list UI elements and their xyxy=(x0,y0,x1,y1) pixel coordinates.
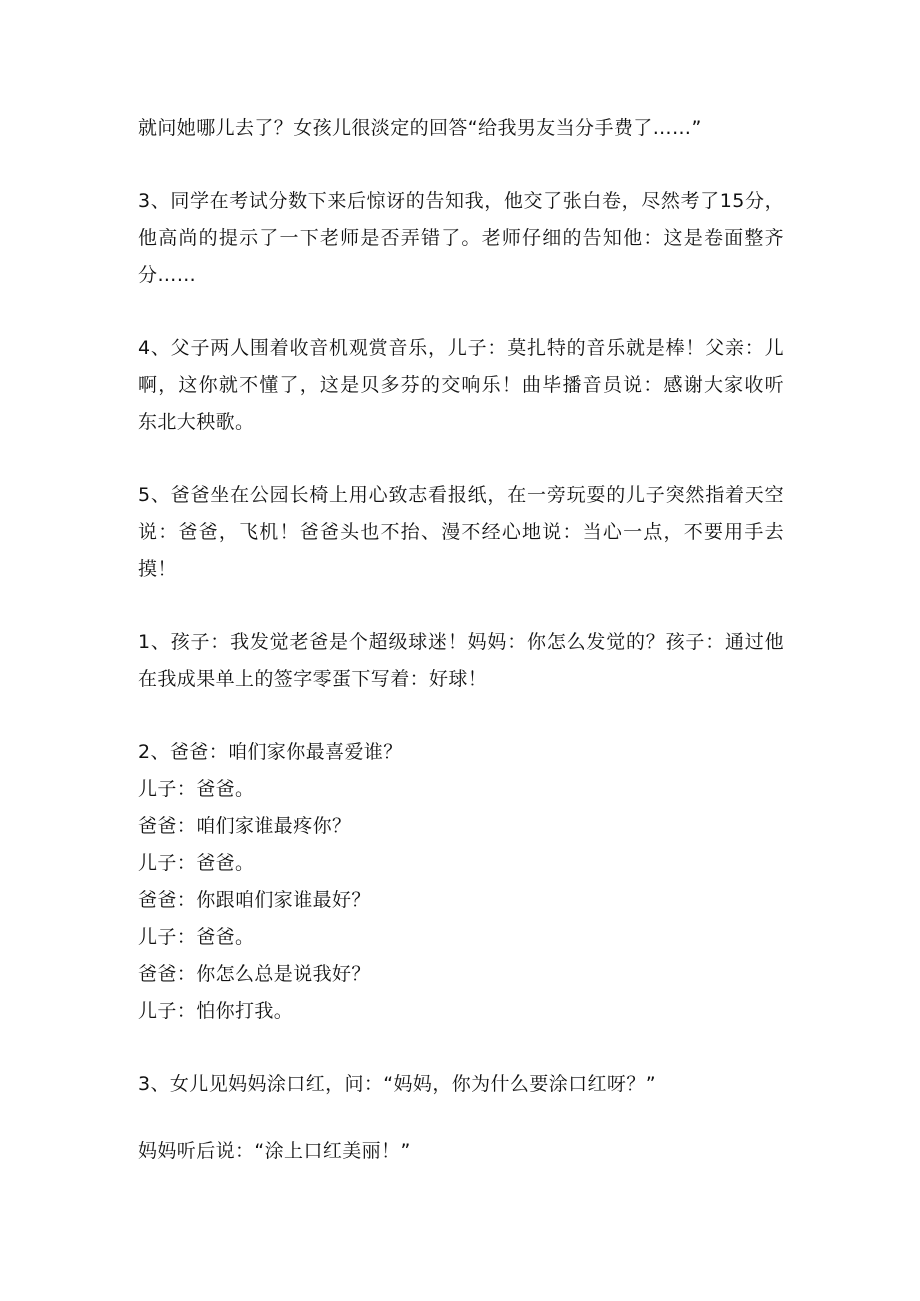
dialogue-line: 儿子：爸爸。 xyxy=(138,852,255,874)
text-line: 妈妈听后说：“涂上口红美丽！” xyxy=(138,1140,411,1162)
text-line: 说：爸爸，飞机！爸爸头也不抬、漫不经心地说：当心一点，不要用手去 xyxy=(138,521,784,543)
text-line: 分…… xyxy=(138,264,197,286)
dialogue-line: 儿子：怕你打我。 xyxy=(138,1000,294,1022)
text-line: 摸！ xyxy=(138,558,177,580)
text-line: 3、女儿见妈妈涂口红，问：“妈妈，你为什么要涂口红呀？” xyxy=(138,1073,656,1095)
text-line: 4、父子两人围着收音机观赏音乐，儿子：莫扎特的音乐就是棒！父亲：儿 xyxy=(138,337,784,359)
text-line: 就问她哪儿去了？女孩儿很淡定的回答“给我男友当分手费了……” xyxy=(138,117,702,139)
text-line: 3、同学在考试分数下来后惊讶的告知我，他交了张白卷，尽然考了15分， xyxy=(138,190,784,212)
dialogue-line: 爸爸：咱们家谁最疼你？ xyxy=(138,815,352,837)
dialogue-line: 爸爸：你跟咱们家谁最好？ xyxy=(138,889,371,911)
text-line: 他高尚的提示了一下老师是否弄错了。老师仔细的告知他：这是卷面整齐 xyxy=(138,227,784,249)
dialogue-line: 2、爸爸：咱们家你最喜爱谁？ xyxy=(138,741,403,763)
dialogue-line: 儿子：爸爸。 xyxy=(138,778,255,800)
text-line: 啊，这你就不懂了，这是贝多芬的交响乐！曲毕播音员说：感谢大家收听 xyxy=(138,374,784,396)
text-line: 1、孩子：我发觉老爸是个超级球迷！妈妈：你怎么发觉的？孩子：通过他 xyxy=(138,631,784,653)
dialogue-line: 爸爸：你怎么总是说我好？ xyxy=(138,963,371,985)
text-line: 在我成果单上的签字零蛋下写着：好球！ xyxy=(138,668,488,690)
dialogue-line: 儿子：爸爸。 xyxy=(138,926,255,948)
text-line: 5、爸爸坐在公园长椅上用心致志看报纸，在一旁玩耍的儿子突然指着天空 xyxy=(138,484,784,506)
text-line: 东北大秧歌。 xyxy=(138,411,255,433)
